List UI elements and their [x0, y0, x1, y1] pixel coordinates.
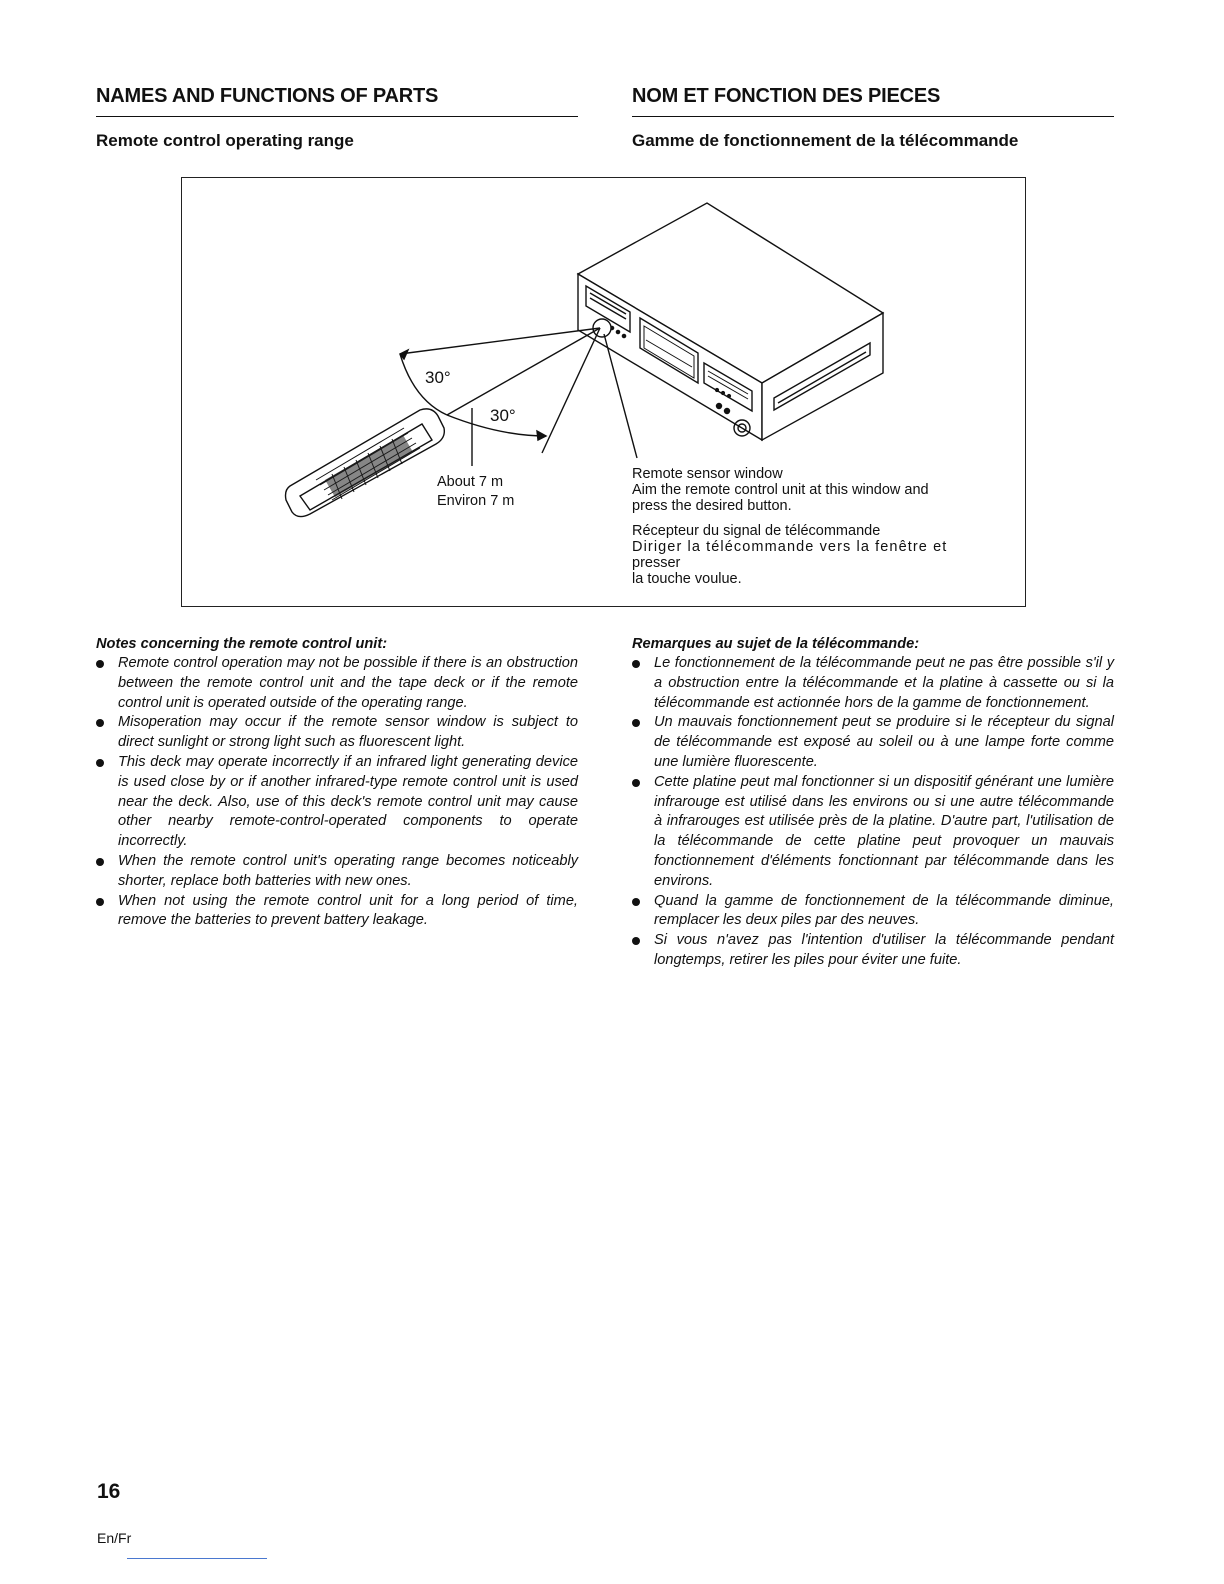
title-rule-fr — [632, 116, 1114, 117]
bullet-icon — [96, 759, 104, 767]
sensor-title-fr: Récepteur du signal de télécommande — [632, 523, 881, 539]
list-item: When the remote control unit's operating range becomes noticeably shorter, replace both batteries with new ones. — [96, 852, 578, 892]
angle-label-lower: 30° — [490, 406, 516, 425]
list-item: Un mauvais fonctionnement peut se produire si le récepteur du signal de télécommande est exposé au soleil ou à une lampe forte comme une lumière fluorescente. — [632, 713, 1114, 772]
notes-fr — [632, 634, 1114, 971]
subtitle-en: Remote control operating range — [96, 131, 354, 150]
sensor-line3-fr: la touche voulue. — [632, 571, 742, 587]
list-item: Si vous n'avez pas l'intention d'utiliser la télécommande pendant longtemps, retirer les piles pour éviter une fuite. — [632, 931, 1114, 971]
notes-heading-fr: Remarques au sujet de la télécommande: — [632, 636, 920, 652]
distance-label-fr: Environ 7 m — [437, 493, 515, 509]
list-item: Cette platine peut mal fonctionner si un dispositif générant une lumière infrarouge est utilisé dans les environs ou si une autre télécommande à infrarouges est utilisée près de la platine. D'autre part, l'utilisation de la télécommande de cette platine peut provoquer un mauvais fonctionnement d'éléments fonctionnant par télécommande dans les environs. — [632, 773, 1114, 892]
sensor-line2-en: press the desired button. — [632, 498, 792, 514]
list-item: Le fonctionnement de la télécommande peut ne pas être possible s'il y a obstruction entre la télécommande et la platine à cassette ou si la télécommande est actionnée hors de la gamme de fonctionnement. — [632, 654, 1114, 713]
distance-label-en: About 7 m — [437, 474, 504, 490]
subtitle-fr: Gamme de fonctionnement de la télécommande — [632, 131, 1019, 150]
remote-range-figure — [181, 177, 1026, 607]
sensor-title-en: Remote sensor window — [632, 466, 783, 482]
bullet-icon — [632, 898, 640, 906]
bottom-link-underline[interactable] — [127, 1558, 267, 1559]
bullet-icon — [96, 858, 104, 866]
section-title-en: NAMES AND FUNCTIONS OF PARTS — [96, 85, 439, 107]
bullet-icon — [632, 719, 640, 727]
notes-heading-en: Notes concerning the remote control unit: — [96, 636, 388, 652]
sensor-line1-fr: Diriger la télécommande vers la fenêtre et — [632, 539, 948, 555]
page-number: 16 — [97, 1480, 121, 1503]
list-item: Quand la gamme de fonctionnement de la télécommande diminue, remplacer les deux piles par des neuves. — [632, 892, 1114, 932]
sensor-line1-en: Aim the remote control unit at this window and — [632, 482, 929, 498]
list-item: This deck may operate incorrectly if an infrared light generating device is used close by or if another infrared-type remote control unit is used near the deck. Also, use of this deck's remote control unit may cause other nearby remote-control-operated components to operate incorrectly. — [96, 753, 578, 852]
angle-label-upper: 30° — [425, 368, 451, 387]
list-item: Remote control operation may not be possible if there is an obstruction between the remote control unit and the tape deck or if the remote control unit is operated outside of the operating range. — [96, 654, 578, 713]
bullet-icon — [632, 660, 640, 668]
bullet-icon — [96, 898, 104, 906]
notes-list-en — [96, 654, 578, 931]
list-item: Misoperation may occur if the remote sensor window is subject to direct sunlight or strong light such as fluorescent light. — [96, 713, 578, 753]
sensor-line2-fr: presser — [632, 555, 681, 571]
bullet-icon — [96, 660, 104, 668]
language-code: En/Fr — [97, 1530, 132, 1546]
remote-control-body — [286, 409, 445, 517]
list-item: When not using the remote control unit for a long period of time, remove the batteries to prevent battery leakage. — [96, 892, 578, 932]
bullet-icon — [632, 779, 640, 787]
section-title-fr: NOM ET FONCTION DES PIECES — [632, 85, 941, 107]
title-rule-en — [96, 116, 578, 117]
notes-list-fr — [632, 654, 1114, 971]
notes-en — [96, 634, 578, 931]
bullet-icon — [632, 937, 640, 945]
bullet-icon — [96, 719, 104, 727]
